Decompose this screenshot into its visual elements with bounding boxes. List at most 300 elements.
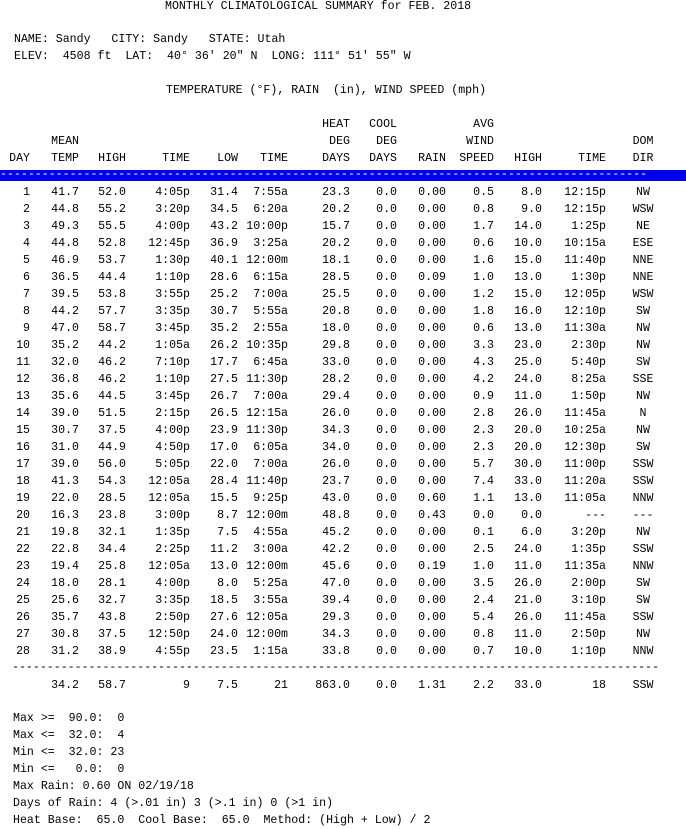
cell-rain: 0.00 (418, 254, 446, 267)
cell-avg-speed: 2.3 (473, 424, 494, 437)
cell-low-time: 11:40p (246, 475, 288, 488)
cell-day: 28 (16, 645, 30, 658)
cell-heat-days: 20.8 (322, 305, 350, 318)
cell-wind-time: 11:40p (564, 254, 606, 267)
cell-high-time: 12:50p (148, 628, 190, 641)
header-wind-high: HIGH (514, 152, 542, 165)
cell-avg-speed: 0.6 (473, 237, 494, 250)
cell-dom-dir: N (639, 407, 647, 420)
table-row (0, 560, 686, 574)
cell-mean-temp: 44.8 (51, 203, 79, 216)
cell-wind-time: 8:25a (571, 373, 606, 386)
cell-low-time: 7:00a (253, 390, 288, 403)
cell-low-time: 2:55a (253, 322, 288, 335)
cell-wind-time: 10:15a (564, 237, 606, 250)
cell-low-time: 12:00m (246, 628, 288, 641)
cell-mean-temp: 39.0 (51, 407, 79, 420)
summary-mean-temp: 34.2 (51, 679, 79, 692)
cell-rain: 0.00 (418, 577, 446, 590)
cell-mean-temp: 31.2 (51, 645, 79, 658)
cell-rain: 0.19 (418, 560, 446, 573)
cell-day: 1 (23, 186, 30, 199)
cell-day: 26 (16, 611, 30, 624)
cell-mean-temp: 31.0 (51, 441, 79, 454)
cell-day: 2 (23, 203, 30, 216)
cell-high-time: 1:35p (155, 526, 190, 539)
table-row (0, 594, 686, 608)
cell-mean-temp: 41.7 (51, 186, 79, 199)
cell-day: 7 (23, 288, 30, 301)
cell-rain: 0.00 (418, 594, 446, 607)
cell-high-time: 3:55p (155, 288, 190, 301)
cell-low: 17.7 (210, 356, 238, 369)
cell-wind-high: 26.0 (514, 577, 542, 590)
cell-rain: 0.00 (418, 424, 446, 437)
table-row (0, 424, 686, 438)
cell-wind-high: 10.0 (514, 237, 542, 250)
cell-cool-days: 0.0 (376, 305, 397, 318)
cell-low: 31.4 (210, 186, 238, 199)
cell-cool-days: 0.0 (376, 390, 397, 403)
table-row (0, 339, 686, 353)
cell-heat-days: 18.0 (322, 322, 350, 335)
cell-heat-days: 45.6 (322, 560, 350, 573)
header-separator-bar (0, 170, 686, 181)
cell-low-time: 6:15a (253, 271, 288, 284)
cell-low: 40.1 (210, 254, 238, 267)
header-rain: RAIN (418, 152, 446, 165)
cell-day: 4 (23, 237, 30, 250)
cell-low-time: 3:55a (253, 594, 288, 607)
cell-high-time: 3:00p (155, 509, 190, 522)
cell-wind-time: 11:35a (564, 560, 606, 573)
cell-low-time: 9:25p (253, 492, 288, 505)
cell-high: 37.5 (98, 424, 126, 437)
cell-mean-temp: 25.6 (51, 594, 79, 607)
cell-high: 53.8 (98, 288, 126, 301)
summary-high: 58.7 (98, 679, 126, 692)
cell-mean-temp: 46.9 (51, 254, 79, 267)
cell-low-time: 12:00m (246, 509, 288, 522)
cell-wind-time: 11:30a (564, 322, 606, 335)
cell-high: 55.5 (98, 220, 126, 233)
cell-day: 11 (16, 356, 30, 369)
cell-avg-speed: 1.0 (473, 560, 494, 573)
cell-wind-time: 3:10p (571, 594, 606, 607)
cell-avg-speed: 0.0 (473, 509, 494, 522)
cell-cool-days: 0.0 (376, 577, 397, 590)
cell-avg-speed: 7.4 (473, 475, 494, 488)
cell-low: 17.0 (210, 441, 238, 454)
cell-rain: 0.09 (418, 271, 446, 284)
page-title: MONTHLY CLIMATOLOGICAL SUMMARY for FEB. 2018 (165, 0, 472, 13)
cell-high-time: 5:05p (155, 458, 190, 471)
table-row (0, 577, 686, 591)
cell-wind-high: 8.0 (521, 186, 542, 199)
cell-mean-temp: 44.2 (51, 305, 79, 318)
cell-low-time: 3:25a (253, 237, 288, 250)
cell-high-time: 1:10p (155, 373, 190, 386)
cell-high: 46.2 (98, 373, 126, 386)
cell-low: 7.5 (217, 526, 238, 539)
header-row-3 (0, 152, 686, 166)
cell-heat-days: 29.4 (322, 390, 350, 403)
cell-cool-days: 0.0 (376, 407, 397, 420)
cell-dom-dir: NE (636, 220, 650, 233)
stat-days-of-rain: Days of Rain: 4 (>.01 in) 3 (>.1 in) 0 (>1 in) (13, 797, 334, 810)
cell-mean-temp: 44.8 (51, 237, 79, 250)
summary-separator: --------------------------------------------------------------------------------------------- (12, 661, 660, 674)
cell-high: 44.9 (98, 441, 126, 454)
cell-dom-dir: NNW (632, 492, 654, 505)
cell-wind-high: 11.0 (514, 628, 542, 641)
cell-heat-days: 33.8 (322, 645, 350, 658)
cell-dom-dir: NNW (632, 645, 654, 658)
cell-cool-days: 0.0 (376, 373, 397, 386)
cell-avg-speed: 0.8 (473, 628, 494, 641)
cell-high-time: 3:35p (155, 594, 190, 607)
summary-low-time: 21 (274, 679, 288, 692)
cell-rain: 0.00 (418, 628, 446, 641)
header-low: LOW (217, 152, 238, 165)
cell-mean-temp: 39.5 (51, 288, 79, 301)
cell-low: 23.5 (210, 645, 238, 658)
cell-high: 52.8 (98, 237, 126, 250)
cell-wind-time: 1:25p (571, 220, 606, 233)
cell-rain: 0.00 (418, 186, 446, 199)
cell-high-time: 12:45p (148, 237, 190, 250)
cell-mean-temp: 35.2 (51, 339, 79, 352)
table-row (0, 543, 686, 557)
header-day: DAY (9, 152, 30, 165)
header2-avg-speed: WIND (466, 135, 494, 148)
header-row-2 (0, 135, 686, 149)
header-low-time: TIME (260, 152, 288, 165)
cell-high: 55.2 (98, 203, 126, 216)
cell-low: 30.7 (210, 305, 238, 318)
table-row (0, 390, 686, 404)
cell-wind-time: 11:00p (564, 458, 606, 471)
cell-wind-high: 20.0 (514, 441, 542, 454)
summary-low: 7.5 (217, 679, 238, 692)
cell-wind-high: 30.0 (514, 458, 542, 471)
cell-heat-days: 47.0 (322, 577, 350, 590)
cell-rain: 0.00 (418, 203, 446, 216)
cell-dom-dir: NNE (632, 271, 654, 284)
cell-heat-days: 20.2 (322, 203, 350, 216)
cell-low: 27.6 (210, 611, 238, 624)
cell-day: 6 (23, 271, 30, 284)
cell-dom-dir: NW (636, 390, 650, 403)
cell-day: 16 (16, 441, 30, 454)
cell-rain: 0.00 (418, 322, 446, 335)
summary-avg-speed: 2.2 (473, 679, 494, 692)
table-row (0, 509, 686, 523)
header-avg-speed: SPEED (459, 152, 494, 165)
cell-low-time: 12:15a (246, 407, 288, 420)
cell-heat-days: 20.2 (322, 237, 350, 250)
cell-mean-temp: 36.8 (51, 373, 79, 386)
cell-wind-high: 20.0 (514, 424, 542, 437)
cell-mean-temp: 30.8 (51, 628, 79, 641)
cell-mean-temp: 47.0 (51, 322, 79, 335)
header-dom-dir: DIR (632, 152, 654, 165)
cell-mean-temp: 16.3 (51, 509, 79, 522)
header2-heat-days: DEG (329, 135, 350, 148)
cell-high-time: 4:55p (155, 645, 190, 658)
cell-low-time: 3:00a (253, 543, 288, 556)
cell-cool-days: 0.0 (376, 339, 397, 352)
cell-low: 15.5 (210, 492, 238, 505)
cell-high-time: 3:35p (155, 305, 190, 318)
location-line-2: ELEV: 4508 ft LAT: 40° 36' 20" N LONG: 111° 51' 55" W (14, 50, 411, 63)
cell-rain: 0.00 (418, 220, 446, 233)
cell-wind-time: 3:20p (571, 526, 606, 539)
cell-wind-time: 12:15p (564, 186, 606, 199)
table-row (0, 611, 686, 625)
cell-rain: 0.00 (418, 611, 446, 624)
stat-max-rain: Max Rain: 0.60 ON 02/19/18 (13, 780, 194, 793)
cell-avg-speed: 0.1 (473, 526, 494, 539)
cell-dom-dir: SW (636, 441, 650, 454)
cell-avg-speed: 5.7 (473, 458, 494, 471)
cell-dom-dir: NW (636, 186, 650, 199)
cell-low-time: 6:45a (253, 356, 288, 369)
cell-heat-days: 28.5 (322, 271, 350, 284)
cell-heat-days: 29.3 (322, 611, 350, 624)
cell-low: 23.9 (210, 424, 238, 437)
cell-day: 14 (16, 407, 30, 420)
cell-dom-dir: NW (636, 322, 650, 335)
cell-rain: 0.00 (418, 543, 446, 556)
cell-mean-temp: 19.4 (51, 560, 79, 573)
cell-high: 38.9 (98, 645, 126, 658)
cell-cool-days: 0.0 (376, 356, 397, 369)
location-line-1: NAME: Sandy CITY: Sandy STATE: Utah (14, 33, 286, 46)
stat-base-method: Heat Base: 65.0 Cool Base: 65.0 Method: (High + Low) / 2 (13, 814, 431, 827)
cell-low-time: 12:00m (246, 560, 288, 573)
cell-heat-days: 42.2 (322, 543, 350, 556)
header2-dom-dir: DOM (632, 135, 654, 148)
table-row (0, 628, 686, 642)
table-row (0, 356, 686, 370)
stat-max-le-32: Max <= 32.0: 4 (13, 729, 125, 742)
cell-high-time: 4:05p (155, 186, 190, 199)
cell-avg-speed: 1.8 (473, 305, 494, 318)
cell-low: 13.0 (210, 560, 238, 573)
header2-mean-temp: MEAN (51, 135, 79, 148)
summary-dom-dir: SSW (632, 679, 654, 692)
table-row (0, 407, 686, 421)
cell-high-time: 1:05a (155, 339, 190, 352)
cell-rain: 0.00 (418, 237, 446, 250)
cell-high: 34.4 (98, 543, 126, 556)
cell-high: 46.2 (98, 356, 126, 369)
cell-avg-speed: 3.3 (473, 339, 494, 352)
cell-day: 22 (16, 543, 30, 556)
cell-low-time: 12:05a (246, 611, 288, 624)
header-high: HIGH (98, 152, 126, 165)
cell-low: 24.0 (210, 628, 238, 641)
cell-wind-time: 2:00p (571, 577, 606, 590)
cell-dom-dir: WSW (632, 203, 654, 216)
cell-day: 25 (16, 594, 30, 607)
cell-day: 8 (23, 305, 30, 318)
cell-wind-high: 11.0 (514, 390, 542, 403)
cell-low: 28.4 (210, 475, 238, 488)
cell-heat-days: 39.4 (322, 594, 350, 607)
cell-mean-temp: 19.8 (51, 526, 79, 539)
cell-dom-dir: NW (636, 424, 650, 437)
cell-cool-days: 0.0 (376, 543, 397, 556)
stat-min-le-0: Min <= 0.0: 0 (13, 763, 125, 776)
cell-high-time: 4:50p (155, 441, 190, 454)
cell-rain: 0.00 (418, 288, 446, 301)
cell-wind-time: 12:15p (564, 203, 606, 216)
cell-heat-days: 34.0 (322, 441, 350, 454)
cell-avg-speed: 4.2 (473, 373, 494, 386)
cell-heat-days: 18.1 (322, 254, 350, 267)
cell-cool-days: 0.0 (376, 441, 397, 454)
summary-high-time: 9 (183, 679, 190, 692)
cell-high-time: 12:05a (148, 475, 190, 488)
cell-wind-high: 14.0 (514, 220, 542, 233)
cell-wind-time: 1:30p (571, 271, 606, 284)
cell-rain: 0.00 (418, 458, 446, 471)
cell-day: 27 (16, 628, 30, 641)
cell-rain: 0.00 (418, 390, 446, 403)
cell-high-time: 2:25p (155, 543, 190, 556)
cell-dom-dir: SW (636, 594, 650, 607)
cell-cool-days: 0.0 (376, 560, 397, 573)
cell-low-time: 6:05a (253, 441, 288, 454)
cell-rain: 0.00 (418, 339, 446, 352)
cell-heat-days: 43.0 (322, 492, 350, 505)
cell-heat-days: 28.2 (322, 373, 350, 386)
cell-low-time: 7:55a (253, 186, 288, 199)
cell-high: 51.5 (98, 407, 126, 420)
cell-wind-high: 10.0 (514, 645, 542, 658)
cell-wind-time: 1:50p (571, 390, 606, 403)
cell-heat-days: 23.3 (322, 186, 350, 199)
cell-rain: 0.00 (418, 356, 446, 369)
cell-low-time: 7:00a (253, 288, 288, 301)
cell-heat-days: 29.8 (322, 339, 350, 352)
cell-rain: 0.60 (418, 492, 446, 505)
cell-high-time: 4:00p (155, 220, 190, 233)
cell-wind-high: 21.0 (514, 594, 542, 607)
cell-avg-speed: 2.3 (473, 441, 494, 454)
cell-high-time: 12:05a (148, 492, 190, 505)
cell-heat-days: 15.7 (322, 220, 350, 233)
cell-day: 18 (16, 475, 30, 488)
cell-cool-days: 0.0 (376, 203, 397, 216)
table-row (0, 526, 686, 540)
cell-day: 12 (16, 373, 30, 386)
cell-low: 8.0 (217, 577, 238, 590)
cell-mean-temp: 35.6 (51, 390, 79, 403)
cell-wind-high: 26.0 (514, 611, 542, 624)
cell-cool-days: 0.0 (376, 526, 397, 539)
cell-rain: 0.00 (418, 373, 446, 386)
cell-heat-days: 26.0 (322, 458, 350, 471)
cell-heat-days: 34.3 (322, 628, 350, 641)
cell-low-time: 6:20a (253, 203, 288, 216)
header1-avg-speed: AVG (473, 118, 494, 131)
cell-rain: 0.00 (418, 645, 446, 658)
cell-cool-days: 0.0 (376, 458, 397, 471)
cell-heat-days: 34.3 (322, 424, 350, 437)
table-row (0, 475, 686, 489)
cell-avg-speed: 0.7 (473, 645, 494, 658)
header-mean-temp: TEMP (51, 152, 79, 165)
cell-wind-high: 9.0 (521, 203, 542, 216)
cell-day: 15 (16, 424, 30, 437)
cell-high-time: 1:10p (155, 271, 190, 284)
cell-low: 18.5 (210, 594, 238, 607)
cell-wind-time: 11:20a (564, 475, 606, 488)
cell-avg-speed: 1.0 (473, 271, 494, 284)
cell-high: 54.3 (98, 475, 126, 488)
cell-wind-high: 13.0 (514, 322, 542, 335)
cell-wind-high: 13.0 (514, 271, 542, 284)
cell-avg-speed: 0.8 (473, 203, 494, 216)
cell-day: 13 (16, 390, 30, 403)
cell-cool-days: 0.0 (376, 509, 397, 522)
summary-rain: 1.31 (418, 679, 446, 692)
cell-low-time: 11:30p (246, 373, 288, 386)
header1-heat-days: HEAT (322, 118, 350, 131)
cell-low: 26.5 (210, 407, 238, 420)
cell-wind-high: 24.0 (514, 543, 542, 556)
cell-cool-days: 0.0 (376, 220, 397, 233)
cell-wind-high: 15.0 (514, 254, 542, 267)
cell-low-time: 11:30p (246, 424, 288, 437)
cell-rain: 0.00 (418, 305, 446, 318)
cell-low: 11.2 (210, 543, 238, 556)
cell-low-time: 1:15a (253, 645, 288, 658)
cell-avg-speed: 0.9 (473, 390, 494, 403)
cell-high: 56.0 (98, 458, 126, 471)
cell-avg-speed: 2.4 (473, 594, 494, 607)
cell-heat-days: 48.8 (322, 509, 350, 522)
cell-high-time: 3:45p (155, 390, 190, 403)
cell-avg-speed: 2.8 (473, 407, 494, 420)
cell-wind-time: 12:30p (564, 441, 606, 454)
cell-cool-days: 0.0 (376, 424, 397, 437)
table-row (0, 237, 686, 251)
cell-high: 58.7 (98, 322, 126, 335)
table-row (0, 492, 686, 506)
cell-wind-time: 12:05p (564, 288, 606, 301)
cell-cool-days: 0.0 (376, 254, 397, 267)
header-separator-dashes: --------------------------------------------------------------------------------------------- (0, 170, 648, 181)
cell-high-time: 3:45p (155, 322, 190, 335)
cell-heat-days: 33.0 (322, 356, 350, 369)
cell-rain: 0.00 (418, 475, 446, 488)
cell-wind-high: 25.0 (514, 356, 542, 369)
cell-cool-days: 0.0 (376, 628, 397, 641)
cell-wind-time: 10:25a (564, 424, 606, 437)
cell-low-time: 5:25a (253, 577, 288, 590)
cell-high-time: 2:50p (155, 611, 190, 624)
cell-low: 26.2 (210, 339, 238, 352)
cell-wind-high: 0.0 (521, 509, 542, 522)
table-row (0, 441, 686, 455)
cell-low: 25.2 (210, 288, 238, 301)
cell-avg-speed: 1.6 (473, 254, 494, 267)
cell-high: 43.8 (98, 611, 126, 624)
